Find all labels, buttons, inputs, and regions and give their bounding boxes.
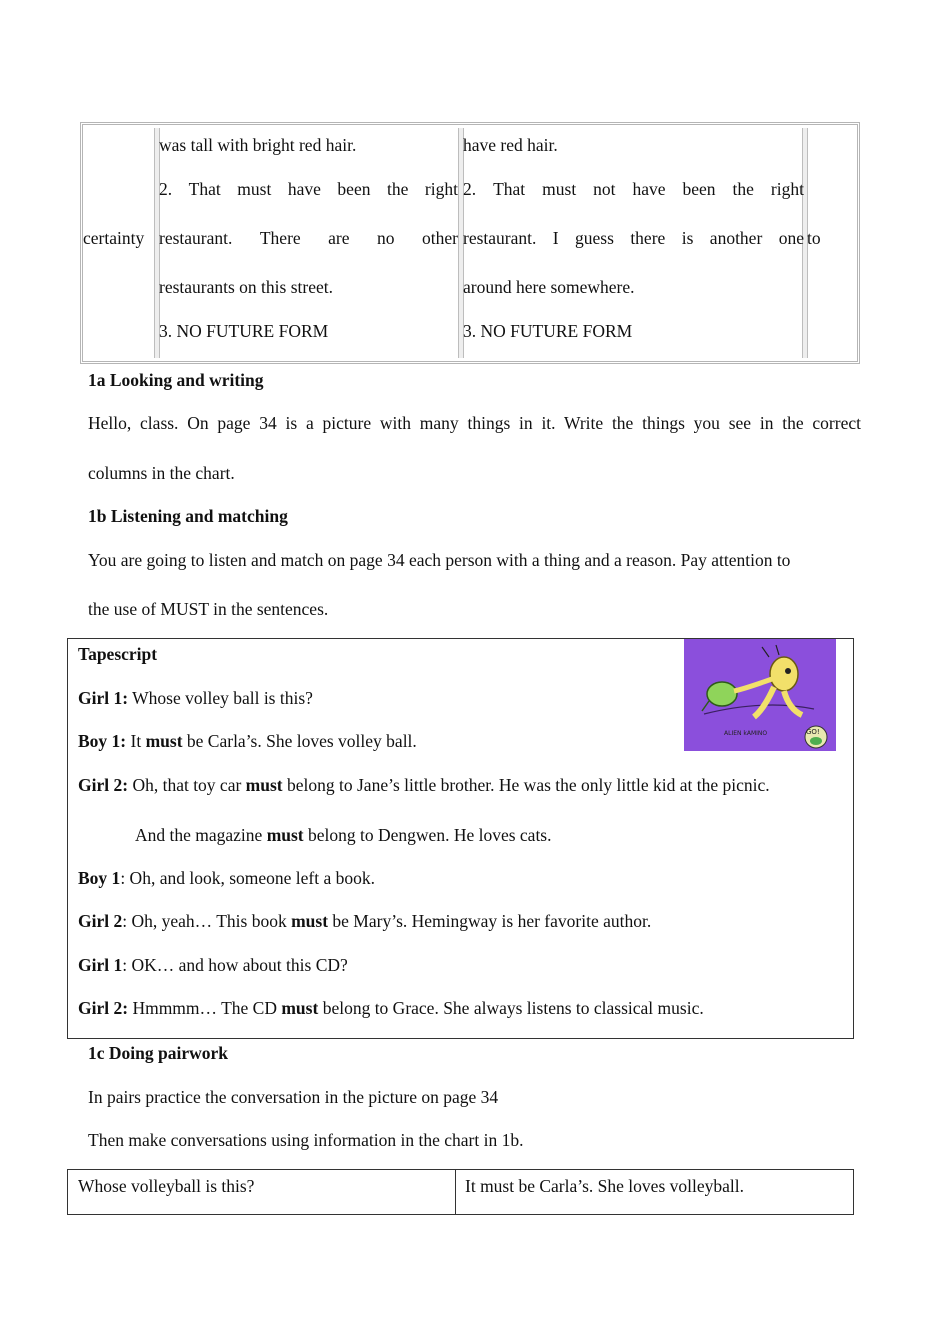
dialogue-line (78, 911, 651, 932)
tapescript-title: Tapescript (78, 644, 158, 664)
pair-question: Whose volleyball is this? (78, 1176, 255, 1196)
col3-text: to (807, 228, 821, 248)
word: one (778, 228, 804, 248)
word: not (593, 179, 616, 199)
word: been (337, 179, 371, 199)
speaker-label: Boy 1: (78, 731, 127, 751)
word: That (493, 179, 526, 199)
dialogue-text: Hmmmm… The CD (128, 998, 282, 1018)
dialogue-text: : Oh, and look, someone left a book. (120, 868, 375, 888)
word: have (632, 179, 666, 199)
col1-line2 (159, 179, 458, 200)
dialogue-text: be Carla’s. She loves volley ball. (182, 731, 417, 751)
dialogue-line (78, 868, 375, 889)
word: is (681, 228, 694, 248)
word: right (770, 179, 804, 199)
word: must (237, 179, 272, 199)
word: no (377, 228, 395, 248)
speaker-label: Boy 1 (78, 868, 121, 888)
paragraph-1b-line1: You are going to listen and match on page 34 each person with a thing and a reason. Pay attention to (88, 550, 791, 570)
emphasis-word: must (281, 998, 319, 1018)
word: That (188, 179, 221, 199)
col2-line1: have red hair. (463, 135, 558, 155)
dialogue-text: belong to Grace. She always listens to classical music. (318, 998, 704, 1018)
speaker-label: Girl 2 (78, 911, 123, 931)
dialogue-line (78, 998, 704, 1019)
dialogue-text: be Mary’s. Hemingway is her favorite author. (328, 911, 652, 931)
col1-line1: was tall with bright red hair. (159, 135, 357, 155)
word: have (287, 179, 321, 199)
grammar-table (80, 122, 860, 364)
speaker-label: Girl 1: (78, 688, 129, 708)
tapescript-box (67, 638, 854, 1039)
word: restaurant. (463, 228, 537, 248)
dialogue-text: Whose volley ball is this? (128, 688, 313, 708)
col2-line4: around here somewhere. (463, 277, 635, 297)
word: other (422, 228, 458, 248)
heading-1b: 1b Listening and matching (88, 506, 288, 526)
col1-line4: restaurants on this street. (159, 277, 333, 297)
paragraph-1c-line1: In pairs practice the conversation in the picture on page 34 (88, 1087, 499, 1107)
dialogue-line (78, 731, 417, 752)
word: 2. (463, 179, 477, 199)
svg-text:GO!: GO! (806, 728, 820, 736)
word: restaurant. (159, 228, 233, 248)
dialogue-text: : OK… and how about this CD? (122, 955, 348, 975)
word: the (387, 179, 409, 199)
word: another (709, 228, 763, 248)
col2-line2 (463, 179, 804, 200)
emphasis-word: must (266, 825, 304, 845)
word: must (542, 179, 577, 199)
col2-line5: 3. NO FUTURE FORM (463, 321, 633, 341)
col1-line3 (159, 228, 458, 249)
row-label: certainty (83, 228, 145, 248)
dialogue-line (78, 688, 313, 709)
dialogue-text: belong to Dengwen. He loves cats. (303, 825, 552, 845)
col2-line3 (463, 228, 804, 249)
word: been (682, 179, 716, 199)
dialogue-line (78, 955, 348, 976)
word: There (259, 228, 301, 248)
dialogue-text: : Oh, yeah… This book (122, 911, 292, 931)
dialogue-line (135, 825, 552, 846)
svg-text:ALIEN kAMINO: ALIEN kAMINO (724, 730, 768, 737)
table-divider (455, 1170, 456, 1214)
heading-1c: 1c Doing pairwork (88, 1043, 228, 1063)
dialogue-text: belong to Jane’s little brother. He was the only little kid at the picnic. (282, 775, 770, 795)
pair-answer: It must be Carla’s. She loves volleyball. (465, 1176, 744, 1196)
dialogue-text: And the magazine (135, 825, 267, 845)
dialogue-text: Oh, that toy car (128, 775, 246, 795)
emphasis-word: must (145, 731, 183, 751)
paragraph-1c-line2: Then make conversations using information in the chart in 1b. (88, 1130, 524, 1150)
word: 2. (159, 179, 173, 199)
word: right (424, 179, 458, 199)
word: there (630, 228, 666, 248)
alien-cartoon-icon (684, 639, 836, 751)
speaker-label: Girl 2: (78, 998, 129, 1018)
dialogue-text: It (126, 731, 146, 751)
pair-table (67, 1169, 854, 1215)
cartoon-image (684, 639, 836, 751)
dialogue-line (78, 775, 770, 796)
heading-1a: 1a Looking and writing (88, 370, 264, 390)
speaker-label: Girl 1 (78, 955, 123, 975)
word: are (328, 228, 350, 248)
speaker-label: Girl 2: (78, 775, 129, 795)
emphasis-word: must (245, 775, 283, 795)
paragraph-1a-line2: columns in the chart. (88, 463, 235, 483)
paragraph-1a-line1: Hello, class. On page 34 is a picture with many things in it. Write the things you see in the correct (88, 413, 861, 433)
paragraph-1b-line2: the use of MUST in the sentences. (88, 599, 329, 619)
word: guess (575, 228, 614, 248)
word: I (552, 228, 559, 248)
col1-line5: 3. NO FUTURE FORM (159, 321, 329, 341)
word: the (732, 179, 754, 199)
emphasis-word: must (291, 911, 329, 931)
